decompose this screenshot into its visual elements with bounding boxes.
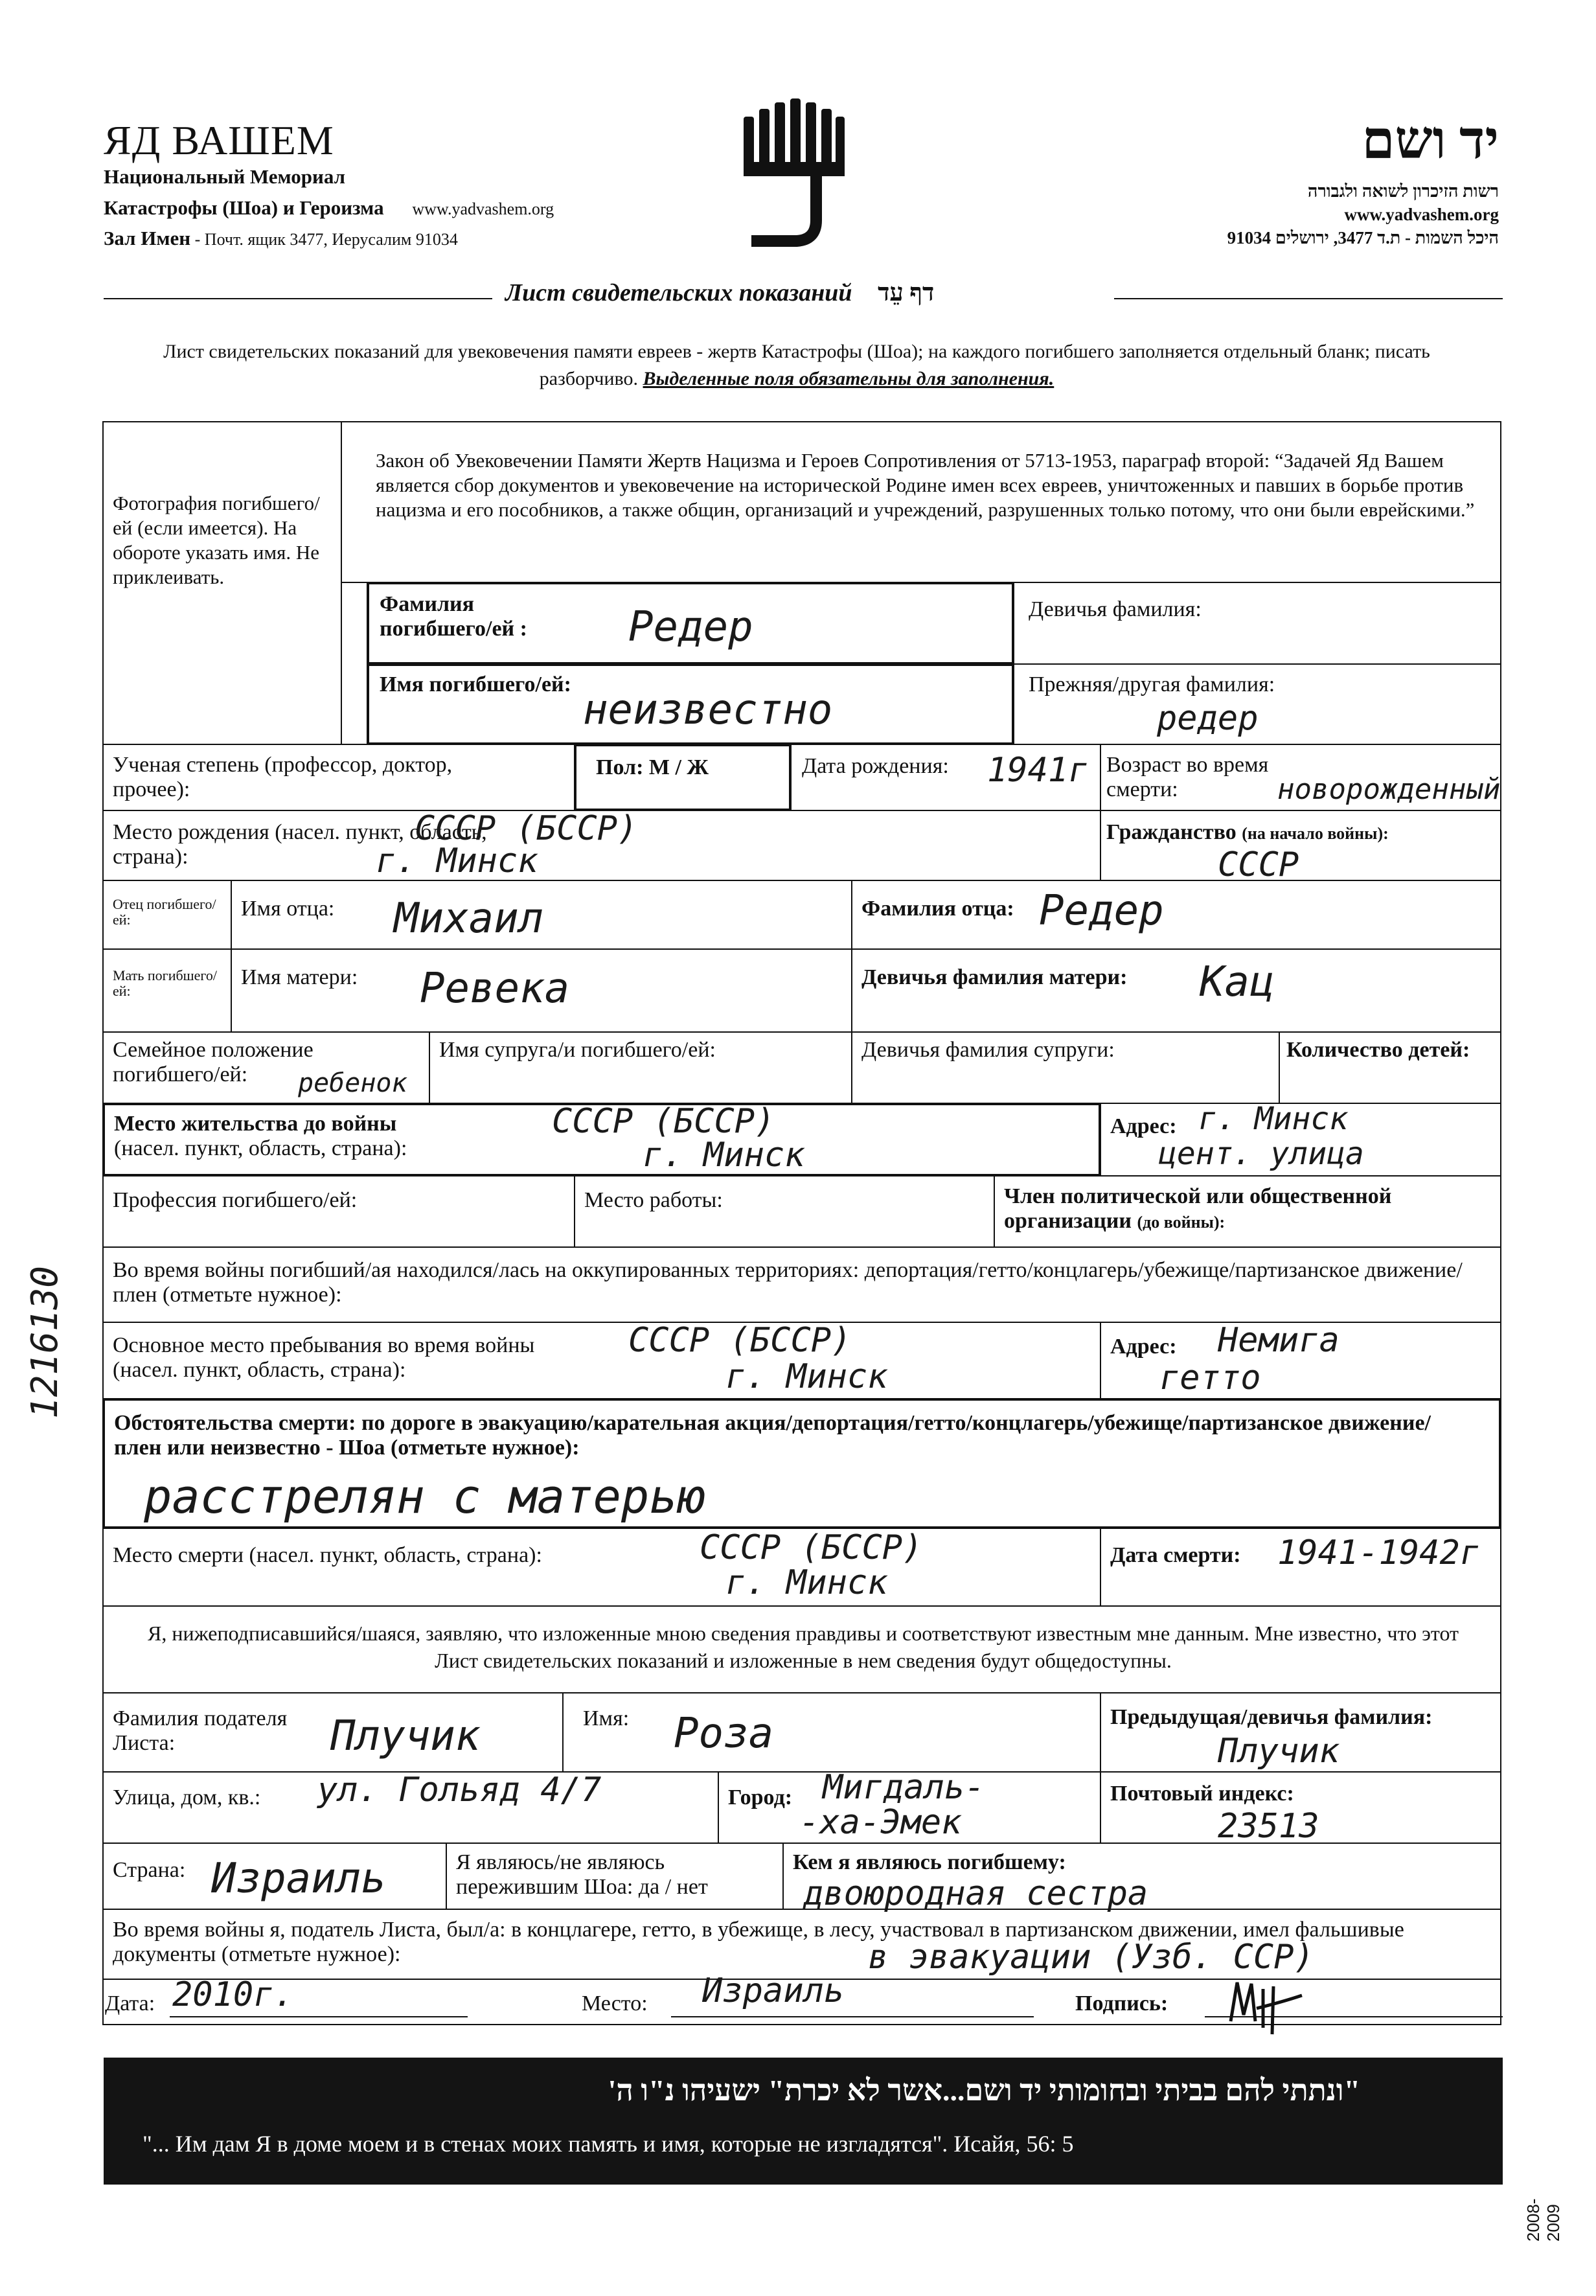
birthplace-value-2: г. Минск [376, 842, 538, 880]
degree-field[interactable] [102, 744, 575, 811]
organization-member-field[interactable] [994, 1175, 1501, 1248]
profession-label: Профессия погибшего/ей: [113, 1188, 358, 1212]
citizenship-label-main: Гражданство [1106, 820, 1237, 844]
maiden-name-label: Девичья фамилия: [1029, 597, 1202, 621]
header-ru-title: ЯД ВАШЕМ [104, 117, 334, 163]
intro-main: Лист свидетельских показаний для увековечения памяти евреев - жертв Катастрофы (Шоа); на каждого погибшего заполняется отдельный бланк; писать разборчиво. [163, 341, 1430, 389]
submitter-surname-value: Плучик [330, 1712, 481, 1760]
place-underline [671, 2016, 1034, 2017]
submitter-country-value: Израиль [211, 1855, 386, 1903]
signature-icon[interactable] [1218, 1969, 1347, 2041]
degree-label: Ученая степень (профессор, доктор, прочее): [113, 753, 453, 801]
wartime-address-value-2: гетто [1159, 1359, 1261, 1397]
submitter-surname-label: Фамилия подателя Листа: [113, 1706, 288, 1755]
death-date-label: Дата смерти: [1110, 1543, 1241, 1567]
mother-name-label: Имя матери: [241, 965, 358, 989]
wartime-address-value-1: Немига [1218, 1321, 1340, 1360]
yad-vashem-logo-icon [738, 97, 849, 253]
children-count-label: Количество детей: [1286, 1038, 1470, 1062]
submitter-zip-value: 23513 [1218, 1807, 1319, 1846]
submitter-survivor-field[interactable] [446, 1843, 784, 1910]
organization-member-note: (до войны): [1137, 1213, 1226, 1232]
header-ru-line3-bold: Зал Имен [104, 227, 191, 249]
victim-surname-value: Редер [628, 603, 753, 651]
header-he-title: יד ושם [1362, 111, 1499, 170]
victim-firstname-value: неизвестно [583, 686, 833, 734]
father-surname-field[interactable] [851, 880, 1501, 950]
submitter-city-value-2: -ха-Эмек [799, 1803, 962, 1842]
declaration-text: Я, нижеподписавшийся/шаяся, заявляю, что изложенные мною сведения правдивы и соответствуют известным мне данным. Мне известно, что этот Лист свидетельских показаний и изложенные в нем сведения будут общедоступны. [147, 1622, 1459, 1672]
citizenship-value: СССР [1218, 845, 1299, 884]
sex-label: Пол: М / Ж [596, 755, 709, 779]
spouse-maiden-label: Девичья фамилия супруги: [861, 1038, 1115, 1062]
father-surname-value: Редер [1039, 887, 1164, 935]
organization-member-label [1004, 1184, 1496, 1235]
age-label: Возраст во время смерти: [1106, 753, 1269, 801]
victim-firstname-label: Имя погибшего/ей: [380, 672, 571, 696]
wartime-place-label: Основное место пребывания во время войны (насел. пункт, область, страна): [113, 1333, 535, 1382]
birthdate-value: 1941г [987, 751, 1089, 790]
residence-value-1: СССР (БССР) [552, 1102, 775, 1141]
date-value[interactable]: 2010г. [172, 1975, 294, 2014]
law-box [341, 421, 1501, 583]
header-ru-url: www.yadvashem.org [412, 200, 554, 218]
header-ru-line2-text: Катастрофы (Шоа) и Героизма [104, 196, 384, 219]
submitter-zip-field[interactable] [1100, 1771, 1501, 1844]
mother-name-value: Ревека [420, 965, 570, 1013]
signature-underline [1205, 2016, 1503, 2017]
intro-text [130, 338, 1464, 393]
header-ru-line1: Национальный Мемориал [104, 165, 346, 188]
declaration-box [102, 1605, 1501, 1693]
birthdate-label: Дата рождения: [802, 754, 949, 778]
death-place-value-1: СССР (БССР) [700, 1528, 923, 1567]
birthplace-value-1: СССР (БССР) [415, 809, 638, 848]
form-title [505, 279, 934, 307]
submitter-city-value-1: Мигдаль- [823, 1768, 985, 1807]
death-place-field[interactable] [102, 1528, 1101, 1607]
residence-address-label: Адрес: [1110, 1114, 1177, 1138]
submitter-relation-value: двоюродная сестра [803, 1874, 1148, 1913]
residence-address-value-1: г. Минск [1198, 1101, 1349, 1137]
birthplace-field[interactable] [102, 810, 1101, 881]
other-surname-value: редер [1157, 699, 1259, 738]
header-he-line2: היכל השמות - ת.ד 3477, ירושלים 91034 [1227, 228, 1499, 247]
submitter-survivor-label: Я являюсь/не являюсь пережившим Шоа: да / нет [456, 1850, 708, 1899]
wartime-status-label: Во время войны погибший/ая находился/лась на оккупированных территориях: депортация/гетто/концлагерь/убежище/партизанское движение/плен (отметьте нужное): [113, 1258, 1463, 1307]
family-status-value: ребенок [298, 1068, 407, 1098]
residence-label-rest: (насел. пункт, область, страна): [114, 1136, 407, 1160]
law-text: Закон об Увековечении Памяти Жертв Нацизма и Героев Сопротивления от 5713-1953, параграф второй: “Задачей Яд Вашем является сбор документов и увековечение на исторической Родине имен всех евреев, уничтоженных и павших в борьбе против нацизма и его пособников, а также общин, организаций и учреждений, разрушенных только потому, что они были еврейскими.” [376, 449, 1475, 521]
death-circumstances-value: расстрелян с матерью [144, 1469, 705, 1524]
header-he-line1: רשות הזיכרון לשואה ולגבורה [1307, 181, 1499, 201]
signature-label: Подпись: [1075, 1992, 1168, 2015]
intro-bold: Выделенные поля обязательны для заполнения. [643, 368, 1054, 389]
residence-label [114, 1112, 606, 1161]
submitter-wartime-label: Во время войны я, податель Листа, был/а: в концлагере, гетто, в убежище, в лесу, участвовал в партизанском движении, имел фальшивые документы (отметьте нужное): [113, 1918, 1404, 1966]
spouse-maiden-field[interactable] [851, 1031, 1280, 1104]
wartime-address-field[interactable] [1100, 1322, 1501, 1399]
submitter-prev-surname-label: Предыдущая/девичья фамилия: [1110, 1705, 1433, 1729]
submitter-street-value: ул. Гольяд 4/7 [317, 1771, 602, 1809]
spouse-name-field[interactable] [429, 1031, 852, 1104]
profession-field[interactable] [102, 1175, 575, 1248]
submitter-country-field[interactable] [102, 1843, 447, 1910]
children-count-field[interactable] [1279, 1031, 1501, 1104]
death-place-value-2: г. Минск [725, 1563, 888, 1602]
wartime-address-label: Адрес: [1110, 1335, 1177, 1359]
photo-label: Фотография погибшего/ей (если имеется). На обороте указать имя. Не приклеивать. [113, 492, 320, 588]
death-date-value: 1941-1942г [1277, 1533, 1481, 1572]
form-title-ru: Лист свидетельских показаний [505, 279, 852, 306]
submitter-city-field[interactable] [718, 1768, 1101, 1844]
death-circumstances-label: Обстоятельства смерти: по дороге в эвакуацию/карательная акция/депортация/гетто/концлагерь/убежище/партизанское движение/плен или неизвестно - Шоа (отметьте нужное): [114, 1411, 1431, 1460]
citizenship-label-note: (на начало войны): [1242, 824, 1389, 843]
family-status-label: Семейное положение погибшего/ей: [113, 1038, 314, 1086]
father-name-field[interactable] [231, 880, 852, 950]
other-surname-field[interactable] [1013, 663, 1501, 745]
family-status-field[interactable] [102, 1031, 430, 1104]
side-year: 2008-2009 [1523, 2198, 1563, 2242]
mother-maiden-value: Кац [1200, 958, 1275, 1006]
footer-ru-quote: "... Им дам Я в доме моем и в стенах моих память и имя, которые не изгладятся". Исайя, 56: 5 [142, 2131, 1074, 2157]
workplace-field[interactable] [574, 1175, 995, 1248]
form-title-row [104, 272, 1503, 311]
submitter-name-value: Роза [674, 1710, 774, 1758]
submitter-relation-field[interactable] [782, 1843, 1501, 1913]
header-ru-line3 [104, 227, 458, 250]
submitter-relation-label: Кем я являюсь погибшему: [793, 1850, 1066, 1874]
margin-note: 1216130 [24, 1265, 66, 1419]
submitter-country-label: Страна: [113, 1858, 186, 1882]
other-surname-label: Прежняя/другая фамилия: [1029, 672, 1275, 696]
footer-he-quote: "ונתתי להם בביתי ובחומותי יד ושם...אשר לא יכרת" ישעיהו נ"ו ה' [608, 2074, 1360, 2107]
residence-label-bold: Место жительства до войны [114, 1112, 397, 1136]
form-title-he: דף עֵד [878, 279, 935, 306]
wartime-place-value-2: г. Минск [725, 1357, 888, 1396]
header-ru-line3-rest: - Почт. ящик 3477, Иерусалим 91034 [190, 230, 458, 249]
date-underline [170, 2016, 468, 2017]
submitter-prev-surname-value: Плучик [1218, 1732, 1340, 1771]
mother-side-label: Мать погибшего/ей: [113, 967, 217, 999]
organization-member-label-main: Член политической или общественной организации [1004, 1184, 1392, 1233]
age-field[interactable] [1100, 744, 1501, 811]
father-name-value: Михаил [394, 895, 544, 943]
header-he-url: www.yadvashem.org [1344, 205, 1499, 224]
father-surname-label: Фамилия отца: [861, 897, 1014, 921]
mother-maiden-label: Девичья фамилия матери: [861, 965, 1128, 989]
citizenship-field[interactable] [1100, 810, 1501, 884]
residence-address-value-2: цент. улица [1158, 1136, 1364, 1172]
submitter-zip-label: Почтовый индекс: [1110, 1782, 1294, 1806]
submitter-city-label: Город: [728, 1785, 793, 1809]
date-label: Дата: [105, 1992, 155, 2015]
victim-surname-field[interactable] [367, 582, 1014, 665]
victim-surname-label: Фамилия погибшего/ей : [380, 592, 527, 641]
footer-banner [104, 2058, 1503, 2185]
wartime-place-value-1: СССР (БССР) [628, 1321, 852, 1360]
residence-value-2: г. Минск [643, 1136, 805, 1175]
father-side [102, 880, 232, 950]
photo-box [102, 421, 342, 745]
mother-maiden-field[interactable] [851, 948, 1501, 1033]
place-value[interactable]: Израиль [702, 1971, 845, 2010]
submitter-street-label: Улица, дом, кв.: [113, 1785, 261, 1809]
submitter-street-field[interactable] [102, 1771, 719, 1844]
residence-field[interactable] [102, 1103, 1101, 1177]
death-place-label: Место смерти (насел. пункт, область, страна): [113, 1543, 542, 1567]
submitter-name-label: Имя: [583, 1706, 630, 1730]
mother-side [102, 948, 232, 1033]
age-value: новорожденный [1277, 773, 1501, 806]
wartime-place-field[interactable] [102, 1322, 1101, 1399]
spouse-name-label: Имя супруга/и погибшего/ей: [439, 1038, 716, 1062]
submitter-name-field[interactable] [562, 1692, 1101, 1773]
victim-firstname-field[interactable] [367, 663, 1014, 745]
death-circumstances-field[interactable] [102, 1398, 1501, 1529]
workplace-label: Место работы: [584, 1188, 723, 1212]
submitter-wartime-value: в эвакуации (Узб. ССР) [868, 1938, 1314, 1977]
mother-name-field[interactable] [231, 948, 852, 1033]
birthplace-label: Место рождения (насел. пункт, область, страна): [113, 820, 487, 869]
residence-address-field[interactable] [1100, 1103, 1501, 1177]
maiden-name-field[interactable] [1013, 582, 1501, 665]
birthdate-field[interactable] [790, 744, 1101, 811]
father-name-label: Имя отца: [241, 897, 335, 921]
place-label: Место: [582, 1992, 648, 2015]
submitter-surname-field[interactable] [102, 1692, 564, 1773]
father-side-label: Отец погибшего/ей: [113, 896, 216, 928]
death-date-field[interactable] [1100, 1528, 1501, 1607]
header-ru-line2 [104, 196, 554, 220]
wartime-status-field[interactable] [102, 1246, 1501, 1323]
sex-field[interactable] [574, 744, 792, 811]
citizenship-label [1106, 820, 1389, 846]
submitter-prev-surname-field[interactable] [1100, 1692, 1501, 1773]
